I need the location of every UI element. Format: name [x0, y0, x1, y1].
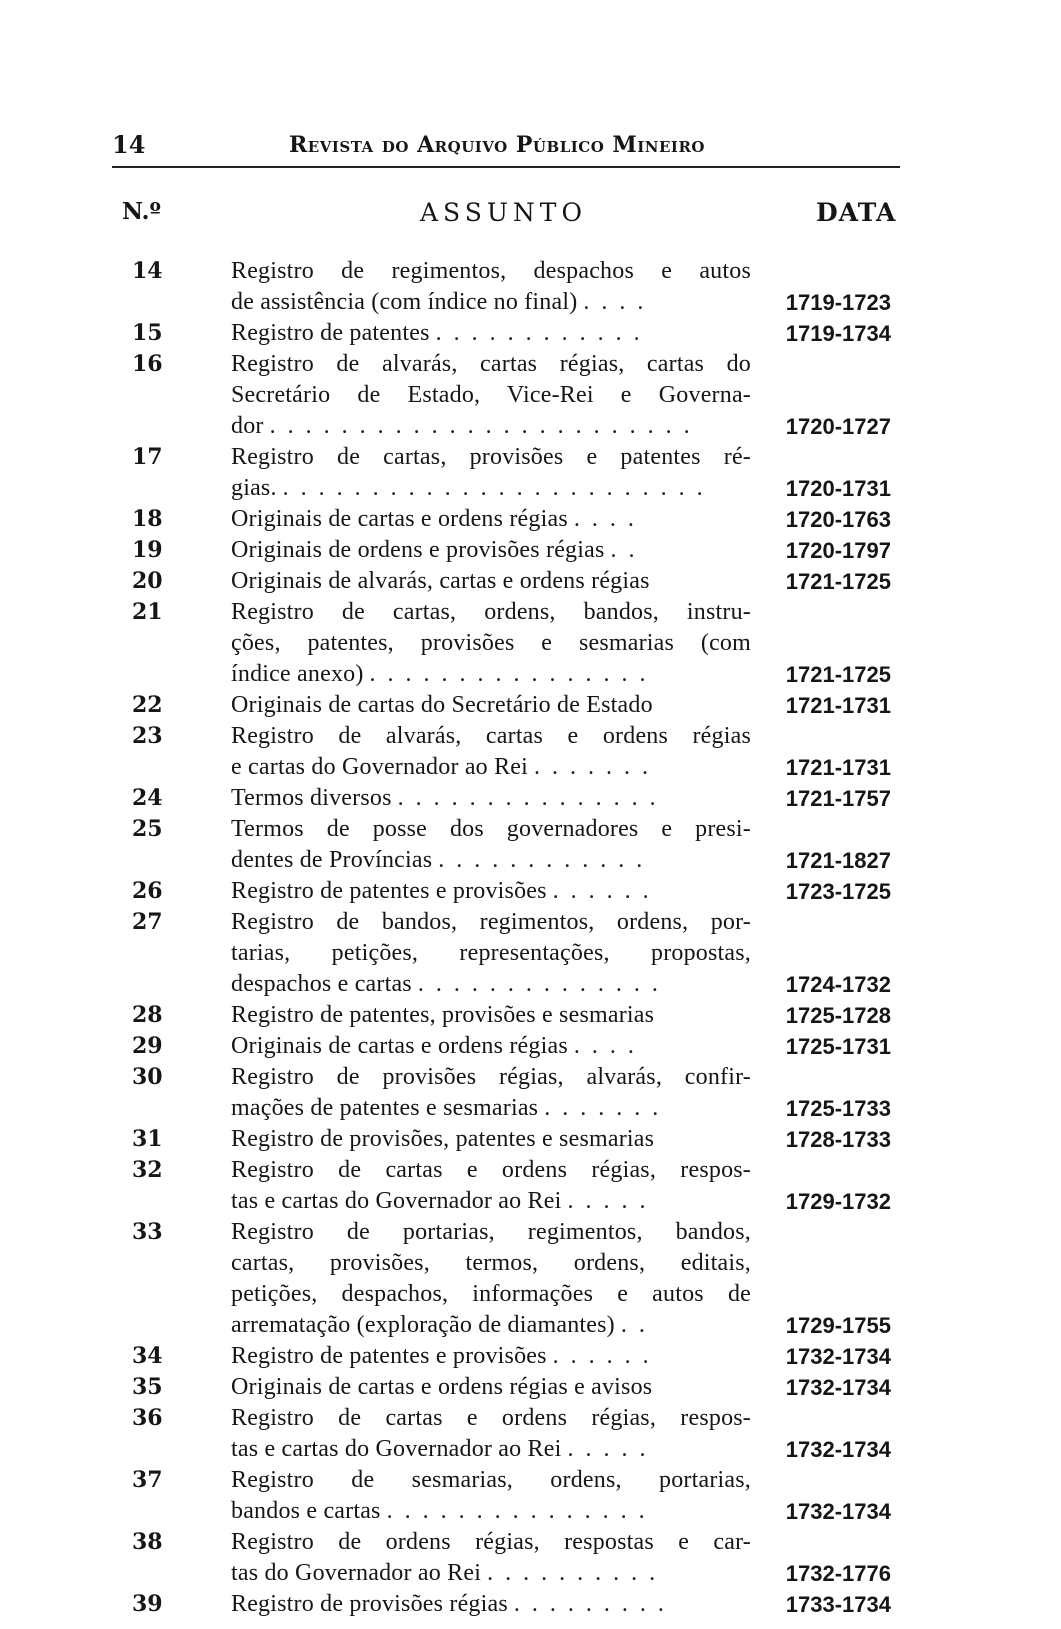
entry-number: 38 [132, 1529, 163, 1555]
entry-date [771, 1589, 891, 1620]
entry-number: 39 [132, 1591, 163, 1617]
dot-leader: . . . . . [567, 1188, 649, 1214]
table-row [0, 442, 1061, 504]
subject-line [231, 1124, 751, 1155]
date-value: 1725-1728 [785, 1003, 891, 1028]
entry-number: 16 [132, 351, 163, 377]
table-row [0, 256, 1061, 318]
entry-date [771, 1341, 891, 1372]
entry-number: 32 [132, 1157, 163, 1183]
entry-number: 17 [132, 444, 163, 470]
subject-text: Originais de ordens e provisões régias [231, 537, 605, 563]
entry-date [771, 1000, 891, 1031]
date-value: 1725-1731 [785, 1034, 891, 1059]
subject-text: despachos e cartas [231, 971, 412, 997]
page-number: 14 [112, 130, 146, 159]
table-row [0, 721, 1061, 783]
entry-number: 20 [132, 568, 163, 594]
subject-line: ções, patentes, provisões e sesmarias (com [231, 630, 751, 656]
subject-line [231, 969, 751, 1000]
table-row [0, 814, 1061, 876]
entry-date [771, 1124, 891, 1155]
entry-number: 24 [132, 785, 163, 811]
date-value: 1728-1733 [785, 1127, 891, 1152]
entry-date [771, 876, 891, 907]
subject-text: Registro de provisões régias [231, 1591, 508, 1617]
entry-date [771, 442, 891, 504]
table-row [0, 1403, 1061, 1465]
dot-leader: . . . . . . . . . . . . [435, 320, 643, 346]
dot-leader: . . . . . . . . . . . . . . . . . . . . . . . . [269, 413, 693, 439]
table-row [0, 876, 1061, 907]
entry-date [771, 1465, 891, 1527]
column-header-number: N.º [122, 198, 162, 225]
subject-text: tas do Governador ao Rei [231, 1560, 482, 1586]
date-value: 1732-1776 [785, 1561, 891, 1586]
entry-subject [231, 876, 751, 907]
subject-text: Originais de cartas do Secretário de Estado [231, 692, 653, 718]
entry-subject [231, 1000, 751, 1031]
dot-leader: . . . . . . . [534, 754, 652, 780]
table-row [0, 1155, 1061, 1217]
subject-line [231, 876, 751, 907]
subject-text: Originais de alvarás, cartas e ordens régias [231, 568, 650, 594]
entry-number: 18 [132, 506, 163, 532]
subject-line [231, 690, 751, 721]
entry-subject [231, 256, 751, 318]
date-value: 1720-1797 [785, 538, 891, 563]
entry-subject [231, 1155, 751, 1217]
entry-number: 29 [132, 1033, 163, 1059]
subject-line [231, 1558, 751, 1589]
entry-number: 36 [132, 1405, 163, 1431]
table-row [0, 597, 1061, 690]
entry-date [771, 1217, 891, 1341]
entry-date [771, 318, 891, 349]
dot-leader: . . . . [583, 289, 647, 315]
subject-line: cartas, provisões, termos, ordens, editais, [231, 1250, 751, 1276]
entry-date [771, 1372, 891, 1403]
subject-line: Registro de ordens régias, respostas e car- [231, 1529, 751, 1555]
dot-leader: . . . . . . . . . . . . [438, 847, 646, 873]
subject-line: Termos de posse dos governadores e presi- [231, 816, 751, 842]
subject-line: Registro de alvarás, cartas e ordens régias [231, 723, 751, 749]
subject-line [231, 1589, 751, 1620]
dot-leader: . . [620, 1312, 648, 1338]
date-value: 1720-1727 [785, 414, 891, 439]
dot-leader: . . . . . . . [544, 1095, 662, 1121]
running-head [112, 130, 900, 168]
entry-subject [231, 535, 751, 566]
entry-date [771, 256, 891, 318]
column-header-subject: ASSUNTO [420, 198, 587, 227]
dot-leader [650, 566, 751, 597]
entry-date [771, 721, 891, 783]
entry-number: 14 [132, 258, 163, 284]
subject-text: bandos e cartas [231, 1498, 381, 1524]
dot-leader: . . . . . . . . . . . . . . [417, 971, 661, 997]
date-value: 1721-1757 [785, 786, 891, 811]
table-row [0, 349, 1061, 442]
date-value: 1719-1734 [785, 321, 891, 346]
entry-number: 23 [132, 723, 163, 749]
dot-leader: . . . . . . . . . . [487, 1560, 659, 1586]
dot-leader [654, 1000, 751, 1031]
table-row [0, 1341, 1061, 1372]
subject-line: Registro de sesmarias, ordens, portarias, [231, 1467, 751, 1493]
subject-line [231, 1496, 751, 1527]
entry-subject [231, 318, 751, 349]
subject-line [231, 411, 751, 442]
subject-text: gias. [231, 475, 277, 501]
table-row [0, 504, 1061, 535]
entry-number: 15 [132, 320, 163, 346]
entry-date [771, 1527, 891, 1589]
entry-subject [231, 442, 751, 504]
entry-date [771, 1155, 891, 1217]
entry-subject [231, 690, 751, 721]
subject-text: de assistência (com índice no final) [231, 289, 578, 315]
subject-text: Registro de patentes e provisões [231, 1343, 547, 1369]
column-header-date: DATA [816, 198, 897, 227]
date-value: 1732-1734 [785, 1499, 891, 1524]
subject-text: e cartas do Governador ao Rei [231, 754, 529, 780]
entry-number: 30 [132, 1064, 163, 1090]
entry-date [771, 814, 891, 876]
entry-subject [231, 1465, 751, 1527]
entry-date [771, 1031, 891, 1062]
entry-subject [231, 1403, 751, 1465]
subject-line [231, 473, 751, 504]
date-value: 1721-1725 [785, 569, 891, 594]
date-value: 1721-1725 [785, 662, 891, 687]
date-value: 1720-1763 [785, 507, 891, 532]
dot-leader: . . . . . . . . . . . . . . . . . . . . . . . . [282, 475, 706, 501]
subject-line: Registro de cartas e ordens régias, respos- [231, 1157, 751, 1183]
subject-line: Registro de cartas e ordens régias, respos- [231, 1405, 751, 1431]
subject-line: tarias, petições, representações, propostas, [231, 940, 751, 966]
entry-date [771, 1062, 891, 1124]
entry-subject [231, 597, 751, 690]
subject-line [231, 535, 751, 566]
dot-leader: . . [610, 537, 638, 563]
subject-line [231, 783, 751, 814]
entry-date [771, 690, 891, 721]
date-value: 1725-1733 [785, 1096, 891, 1121]
dot-leader: . . . . . . [552, 878, 652, 904]
entry-number: 27 [132, 909, 163, 935]
subject-line: Registro de regimentos, despachos e autos [231, 258, 751, 284]
date-value: 1724-1732 [785, 972, 891, 997]
table-row [0, 1031, 1061, 1062]
dot-leader: . . . . . . . . . . . . . . . [386, 1498, 648, 1524]
dot-leader: . . . . . . . . . [513, 1591, 667, 1617]
date-value: 1721-1731 [785, 693, 891, 718]
subject-line [231, 566, 751, 597]
dot-leader: . . . . . . . . . . . . . . . . [369, 661, 649, 687]
subject-line [231, 1434, 751, 1465]
dot-leader: . . . . . . . . . . . . . . . [397, 785, 659, 811]
subject-line [231, 1031, 751, 1062]
journal-title: Revista do Arquivo Público Mineiro [289, 132, 705, 158]
table-row [0, 318, 1061, 349]
table-row [0, 566, 1061, 597]
subject-text: dentes de Províncias [231, 847, 433, 873]
subject-line [231, 504, 751, 535]
subject-text: dor [231, 413, 264, 439]
entry-number: 31 [132, 1126, 163, 1152]
subject-line: Registro de bandos, regimentos, ordens, por- [231, 909, 751, 935]
entry-subject [231, 907, 751, 1000]
entry-subject [231, 1031, 751, 1062]
subject-line [231, 1000, 751, 1031]
date-value: 1733-1734 [785, 1592, 891, 1617]
table-row [0, 783, 1061, 814]
subject-line [231, 1310, 751, 1341]
date-value: 1732-1734 [785, 1375, 891, 1400]
table-row [0, 1217, 1061, 1341]
entry-number: 21 [132, 599, 163, 625]
entry-subject [231, 504, 751, 535]
dot-leader [652, 1372, 751, 1403]
date-value: 1732-1734 [785, 1437, 891, 1462]
entry-subject [231, 1341, 751, 1372]
subject-text: arrematação (exploração de diamantes) [231, 1312, 615, 1338]
table-row [0, 1527, 1061, 1589]
subject-line: Secretário de Estado, Vice-Rei e Governa- [231, 382, 751, 408]
table-row [0, 1589, 1061, 1620]
subject-line [231, 287, 751, 318]
entry-subject [231, 721, 751, 783]
subject-line: Registro de cartas, ordens, bandos, instru- [231, 599, 751, 625]
table-row [0, 907, 1061, 1000]
subject-text: Registro de patentes e provisões [231, 878, 547, 904]
table-row [0, 690, 1061, 721]
entry-subject [231, 1589, 751, 1620]
date-value: 1721-1827 [785, 848, 891, 873]
entry-subject [231, 783, 751, 814]
subject-text: Originais de cartas e ordens régias [231, 1033, 568, 1059]
subject-line [231, 318, 751, 349]
entry-number: 22 [132, 692, 163, 718]
entry-subject [231, 1527, 751, 1589]
entry-subject [231, 814, 751, 876]
table-row [0, 1124, 1061, 1155]
entry-date [771, 504, 891, 535]
dot-leader: . . . . [573, 1033, 637, 1059]
entry-date [771, 597, 891, 690]
subject-text: Registro de patentes [231, 320, 430, 346]
entry-subject [231, 1124, 751, 1155]
entry-date [771, 907, 891, 1000]
table-row [0, 1000, 1061, 1031]
entry-date [771, 566, 891, 597]
table-row [0, 1372, 1061, 1403]
entry-date [771, 535, 891, 566]
subject-line: Registro de provisões régias, alvarás, confir- [231, 1064, 751, 1090]
entry-number: 37 [132, 1467, 163, 1493]
subject-text: Termos diversos [231, 785, 392, 811]
table-row [0, 1465, 1061, 1527]
entry-subject [231, 1062, 751, 1124]
subject-line: petições, despachos, informações e autos de [231, 1281, 751, 1307]
subject-text: Originais de cartas e ordens régias [231, 506, 568, 532]
entry-number: 19 [132, 537, 163, 563]
dot-leader: . . . . [573, 506, 637, 532]
subject-line: Registro de portarias, regimentos, bandos, [231, 1219, 751, 1245]
entry-number: 33 [132, 1219, 163, 1245]
entry-number: 35 [132, 1374, 163, 1400]
subject-line [231, 1093, 751, 1124]
table-row [0, 535, 1061, 566]
entry-number: 26 [132, 878, 163, 904]
entry-date [771, 783, 891, 814]
subject-line [231, 1186, 751, 1217]
dot-leader [654, 1124, 751, 1155]
subject-line [231, 752, 751, 783]
date-value: 1720-1731 [785, 476, 891, 501]
entry-subject [231, 1217, 751, 1341]
subject-line: Registro de alvarás, cartas régias, cartas do [231, 351, 751, 377]
subject-text: mações de patentes e sesmarias [231, 1095, 539, 1121]
subject-text: Registro de provisões, patentes e sesmarias [231, 1126, 655, 1152]
subject-text: índice anexo) [231, 661, 364, 687]
catalog-table [0, 256, 1061, 1620]
date-value: 1719-1723 [785, 290, 891, 315]
subject-line: Registro de cartas, provisões e patentes ré- [231, 444, 751, 470]
entry-date [771, 349, 891, 442]
date-value: 1723-1725 [785, 879, 891, 904]
subject-text: Originais de cartas e ordens régias e avisos [231, 1374, 653, 1400]
entry-number: 25 [132, 816, 163, 842]
dot-leader [653, 690, 751, 721]
table-row [0, 1062, 1061, 1124]
entry-number: 34 [132, 1343, 163, 1369]
dot-leader: . . . . . . [552, 1343, 652, 1369]
entry-subject [231, 566, 751, 597]
subject-text: tas e cartas do Governador ao Rei [231, 1188, 562, 1214]
date-value: 1729-1732 [785, 1189, 891, 1214]
dot-leader: . . . . . [567, 1436, 649, 1462]
entry-number: 28 [132, 1002, 163, 1028]
date-value: 1729-1755 [785, 1313, 891, 1338]
entry-subject [231, 349, 751, 442]
subject-text: tas e cartas do Governador ao Rei [231, 1436, 562, 1462]
subject-line [231, 845, 751, 876]
entry-subject [231, 1372, 751, 1403]
subject-line [231, 1372, 751, 1403]
subject-text: Registro de patentes, provisões e sesmarias [231, 1002, 655, 1028]
entry-date [771, 1403, 891, 1465]
date-value: 1732-1734 [785, 1344, 891, 1369]
subject-line [231, 1341, 751, 1372]
date-value: 1721-1731 [785, 755, 891, 780]
subject-line [231, 659, 751, 690]
